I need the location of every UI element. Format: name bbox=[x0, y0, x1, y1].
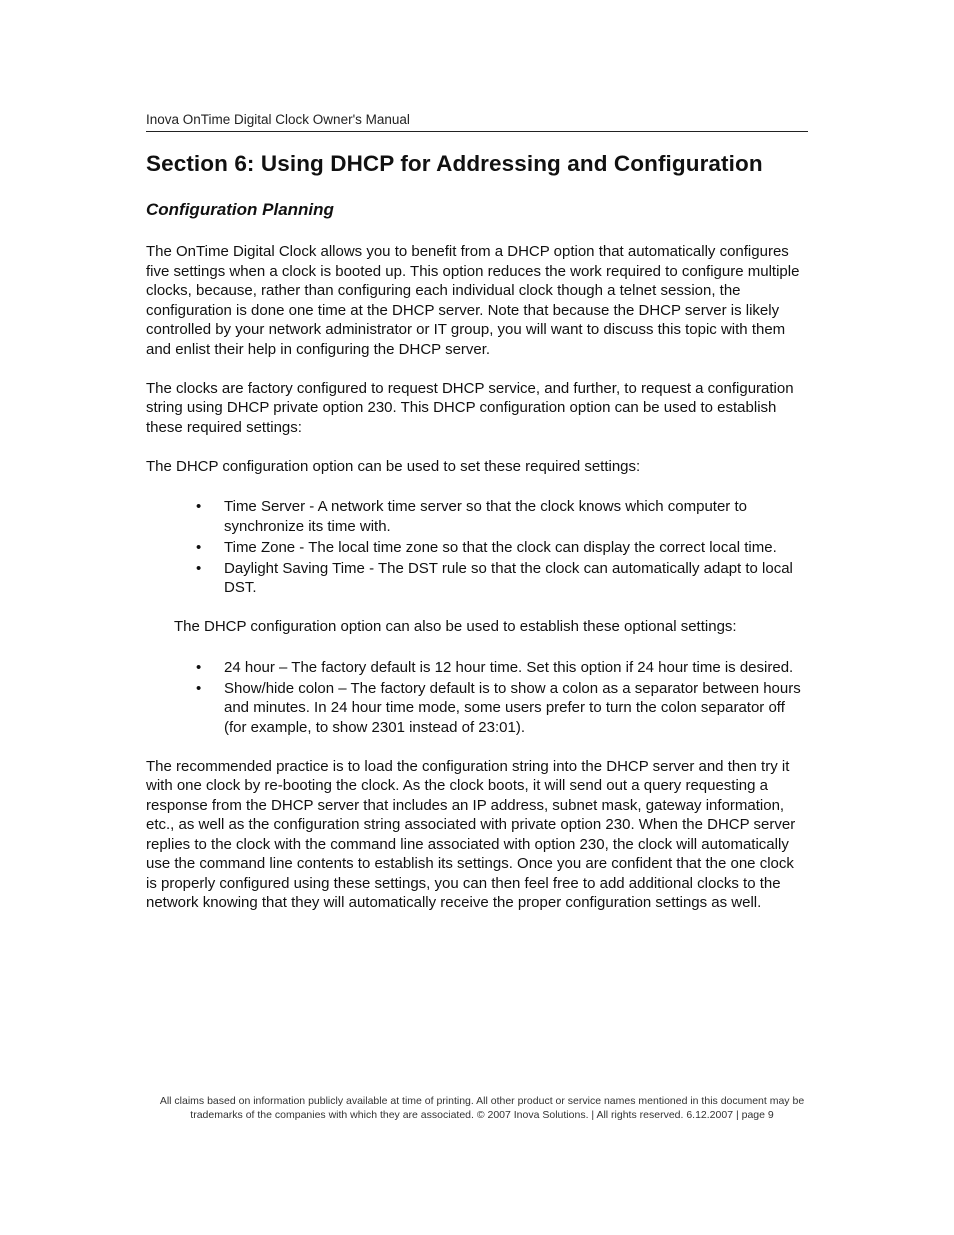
list-item bbox=[196, 658, 808, 678]
list-item-text: Time Zone - The local time zone so that the clock can display the correct local time. bbox=[224, 538, 777, 556]
section-subtitle: Configuration Planning bbox=[146, 200, 334, 219]
bullet-icon: • bbox=[196, 658, 202, 676]
optional-settings-intro: The DHCP configuration option can also be used to establish these optional settings: bbox=[174, 618, 737, 635]
list-item-text: Daylight Saving Time - The DST rule so that the clock can automatically adapt to local DST. bbox=[224, 559, 793, 596]
bullet-icon: • bbox=[196, 498, 202, 515]
factory-config-paragraph: The clocks are factory configured to request DHCP service, and further, to request a configuration string using DHCP private option 230. This DHCP configuration option can be used to establish these required settings: bbox=[146, 379, 794, 436]
optional-settings-list bbox=[146, 658, 808, 738]
footer-line: trademarks of the companies with which they are associated. © 2007 Inova Solutions. | All rights reserved. 6.12.2007 | page 9 bbox=[190, 1109, 774, 1121]
list-item bbox=[196, 679, 808, 738]
bullet-icon: • bbox=[196, 538, 202, 556]
required-settings-list bbox=[146, 497, 808, 598]
footer-line: All claims based on information publicly available at time of printing. All other product or service names mentioned in this document may be bbox=[159, 1095, 805, 1107]
bullet-icon: • bbox=[196, 559, 202, 577]
list-item bbox=[196, 559, 808, 598]
page-footer bbox=[120, 1094, 844, 1122]
list-item-text: 24 hour – The factory default is 12 hour time. Set this option if 24 hour time is desired. bbox=[224, 658, 794, 676]
required-settings-intro: The DHCP configuration option can be used to set these required settings: bbox=[146, 457, 641, 475]
intro-paragraph: The OnTime Digital Clock allows you to benefit from a DHCP option that automatically configures five settings when a clock is booted up. This option reduces the work required to configure multiple clocks, because, rather than configuring each individual clock though a telnet session, the configuration is done one time at the DHCP server. Note that because the DHCP server is likely controlled by your network administrator or IT group, you will want to discuss this topic with them and enlist their help in configuring the DHCP server. bbox=[146, 243, 800, 358]
page-content bbox=[146, 148, 808, 913]
list-item-text: Show/hide colon – The factory default is to show a colon as a separator between hours and minutes. In 24 hour time mode, some users prefer to turn the colon separator off (for example, to show 2301 instead of 23:01). bbox=[224, 679, 801, 736]
recommended-practice-paragraph: The recommended practice is to load the configuration string into the DHCP server and then try it with one clock by re-booting the clock. As the clock boots, it will send out a query requesting a response from the DHCP server that includes an IP address, subnet mask, gateway information, etc., as well as the configuration string associated with private option 230. When the DHCP server replies to the clock with the command line associated with option 230, the clock will automatically use the command line contents to establish its settings. Once you are confident that the one clock is properly configured using these settings, you can then feel free to add additional clocks to the network knowing that they will automatically receive the proper configuration settings as well. bbox=[146, 757, 796, 911]
section-title: Section 6: Using DHCP for Addressing and Configuration bbox=[146, 151, 763, 176]
list-item-text: Time Server - A network time server so that the clock knows which computer to synchronize its time with. bbox=[224, 498, 747, 535]
bullet-icon: • bbox=[196, 679, 202, 697]
header-divider bbox=[146, 131, 808, 132]
list-item bbox=[196, 497, 808, 536]
running-header: Inova OnTime Digital Clock Owner's Manual bbox=[146, 112, 410, 127]
list-item bbox=[196, 538, 808, 558]
